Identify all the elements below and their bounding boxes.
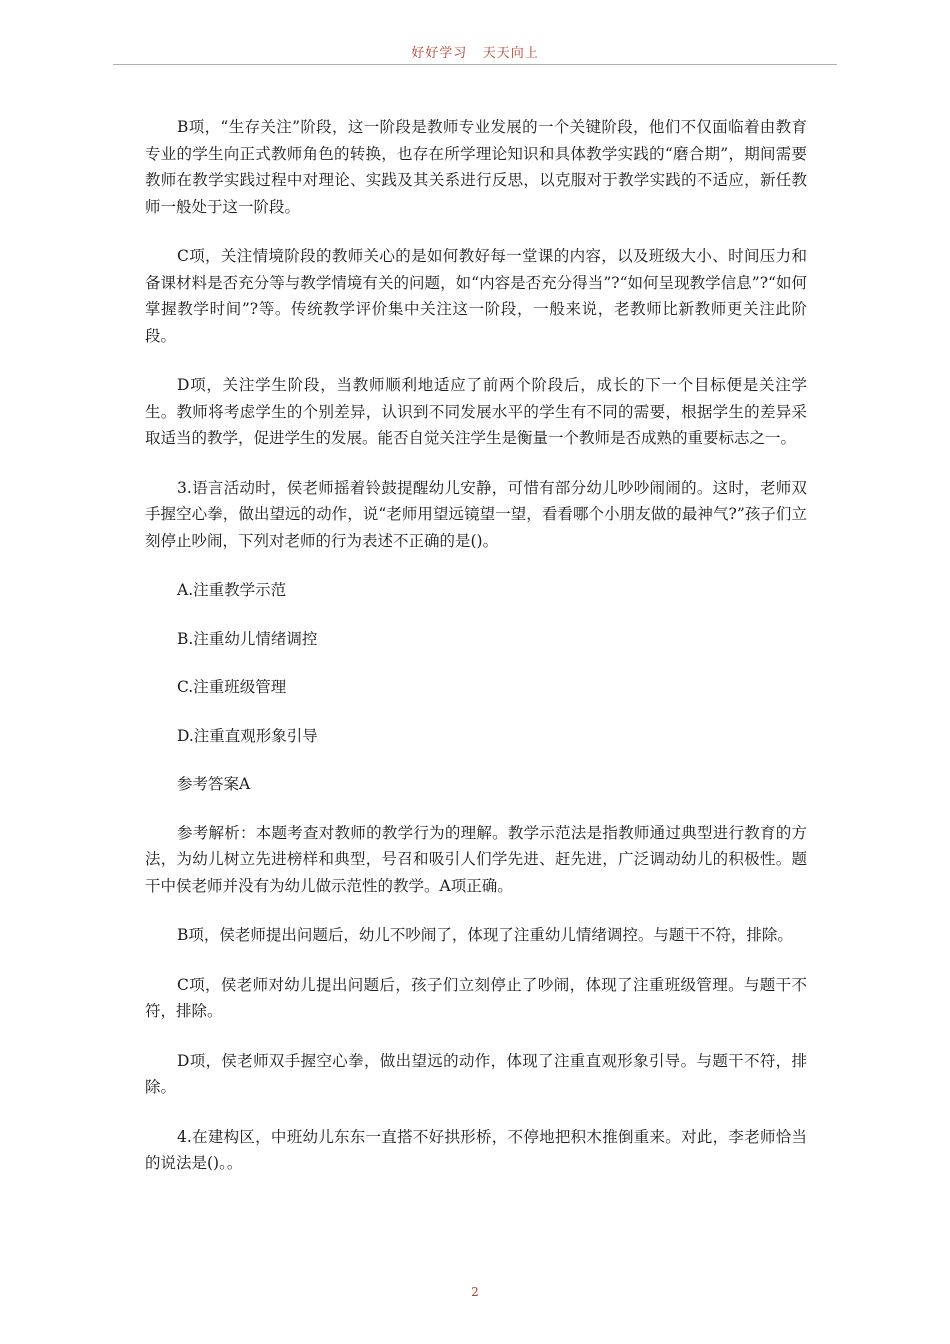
paragraph-option-b-explanation: B项，“生存关注”阶段，这一阶段是教师专业发展的一个关键阶段，他们不仅面临着由教育专业的学生向正式教师角色的转换，也存在所学理论知识和具体教学实践的“磨合期”，期间需要教师在教学实践过程中对理论、实践及其关系进行反思，以克服对于教学实践的不适应，新任教师一般处于这一阶段。 bbox=[145, 118, 807, 216]
paragraph-option-c-explanation: C项，关注情境阶段的教师关心的是如何教好每一堂课的内容，以及班级大小、时间压力和备课材料是否充分等与教学情境有关的问题，如“内容是否充分得当”?“如何呈现教学信息”?“如何掌握教学时间”?等。传统教学评价集中关注这一阶段，一般来说，老教师比新教师更关注此阶段。 bbox=[145, 247, 807, 345]
question-3-answer: 参考答案A bbox=[177, 775, 251, 793]
question-3-option-a: A.注重教学示范 bbox=[177, 581, 287, 599]
question-3-option-c-analysis: C项，侯老师对幼儿提出问题后，孩子们立刻停止了吵闹，体现了注重班级管理。与题干不符，排除。 bbox=[145, 975, 807, 1020]
page-number: 2 bbox=[471, 1285, 479, 1299]
paragraph-option-d-explanation: D项，关注学生阶段，当教师顺利地适应了前两个阶段后，成长的下一个目标便是关注学生。教师将考虑学生的个别差异，认识到不同发展水平的学生有不同的需要，根据学生的差异采取适当的教学，促进学生的发展。能否自觉关注学生是衡量一个教师是否成熟的重要标志之一。 bbox=[145, 376, 807, 447]
question-3-stem: 3.语言活动时，侯老师摇着铃鼓提醒幼儿安静，可惜有部分幼儿吵吵闹闹的。这时，老师双手握空心拳，做出望远的动作，说“老师用望远镜望一望，看看哪个小朋友做的最神气?”孩子们立刻停止吵闹，下列对老师的行为表述不正确的是()。 bbox=[145, 478, 807, 550]
document-body bbox=[145, 114, 807, 1200]
question-3-option-b: B.注重幼儿情绪调控 bbox=[177, 629, 318, 648]
header-divider bbox=[113, 64, 837, 65]
question-3-option-d: D.注重直观形象引导 bbox=[177, 726, 318, 745]
question-3-analysis: 参考解析：本题考查对教师的教学行为的理解。教学示范法是指教师通过典型进行教育的方法，为幼儿树立先进榜样和典型，号召和吸引人们学先进、赶先进，广泛调动幼儿的积极性。题干中侯老师并没有为幼儿做示范性的教学。A项正确。 bbox=[145, 823, 807, 895]
question-4-stem: 4.在建构区，中班幼儿东东一直搭不好拱形桥，不停地把积木推倒重来。对此，李老师恰当的说法是()。。 bbox=[145, 1127, 807, 1172]
page-header: 好好学习 天天向上 bbox=[411, 46, 539, 61]
question-3-option-c: C.注重班级管理 bbox=[177, 678, 287, 696]
question-3-option-d-analysis: D项，侯老师双手握空心拳，做出望远的动作，体现了注重直观形象引导。与题干不符，排除。 bbox=[145, 1051, 807, 1096]
question-3-option-b-analysis: B项，侯老师提出问题后，幼儿不吵闹了，体现了注重幼儿情绪调控。与题干不符，排除。 bbox=[177, 926, 793, 944]
